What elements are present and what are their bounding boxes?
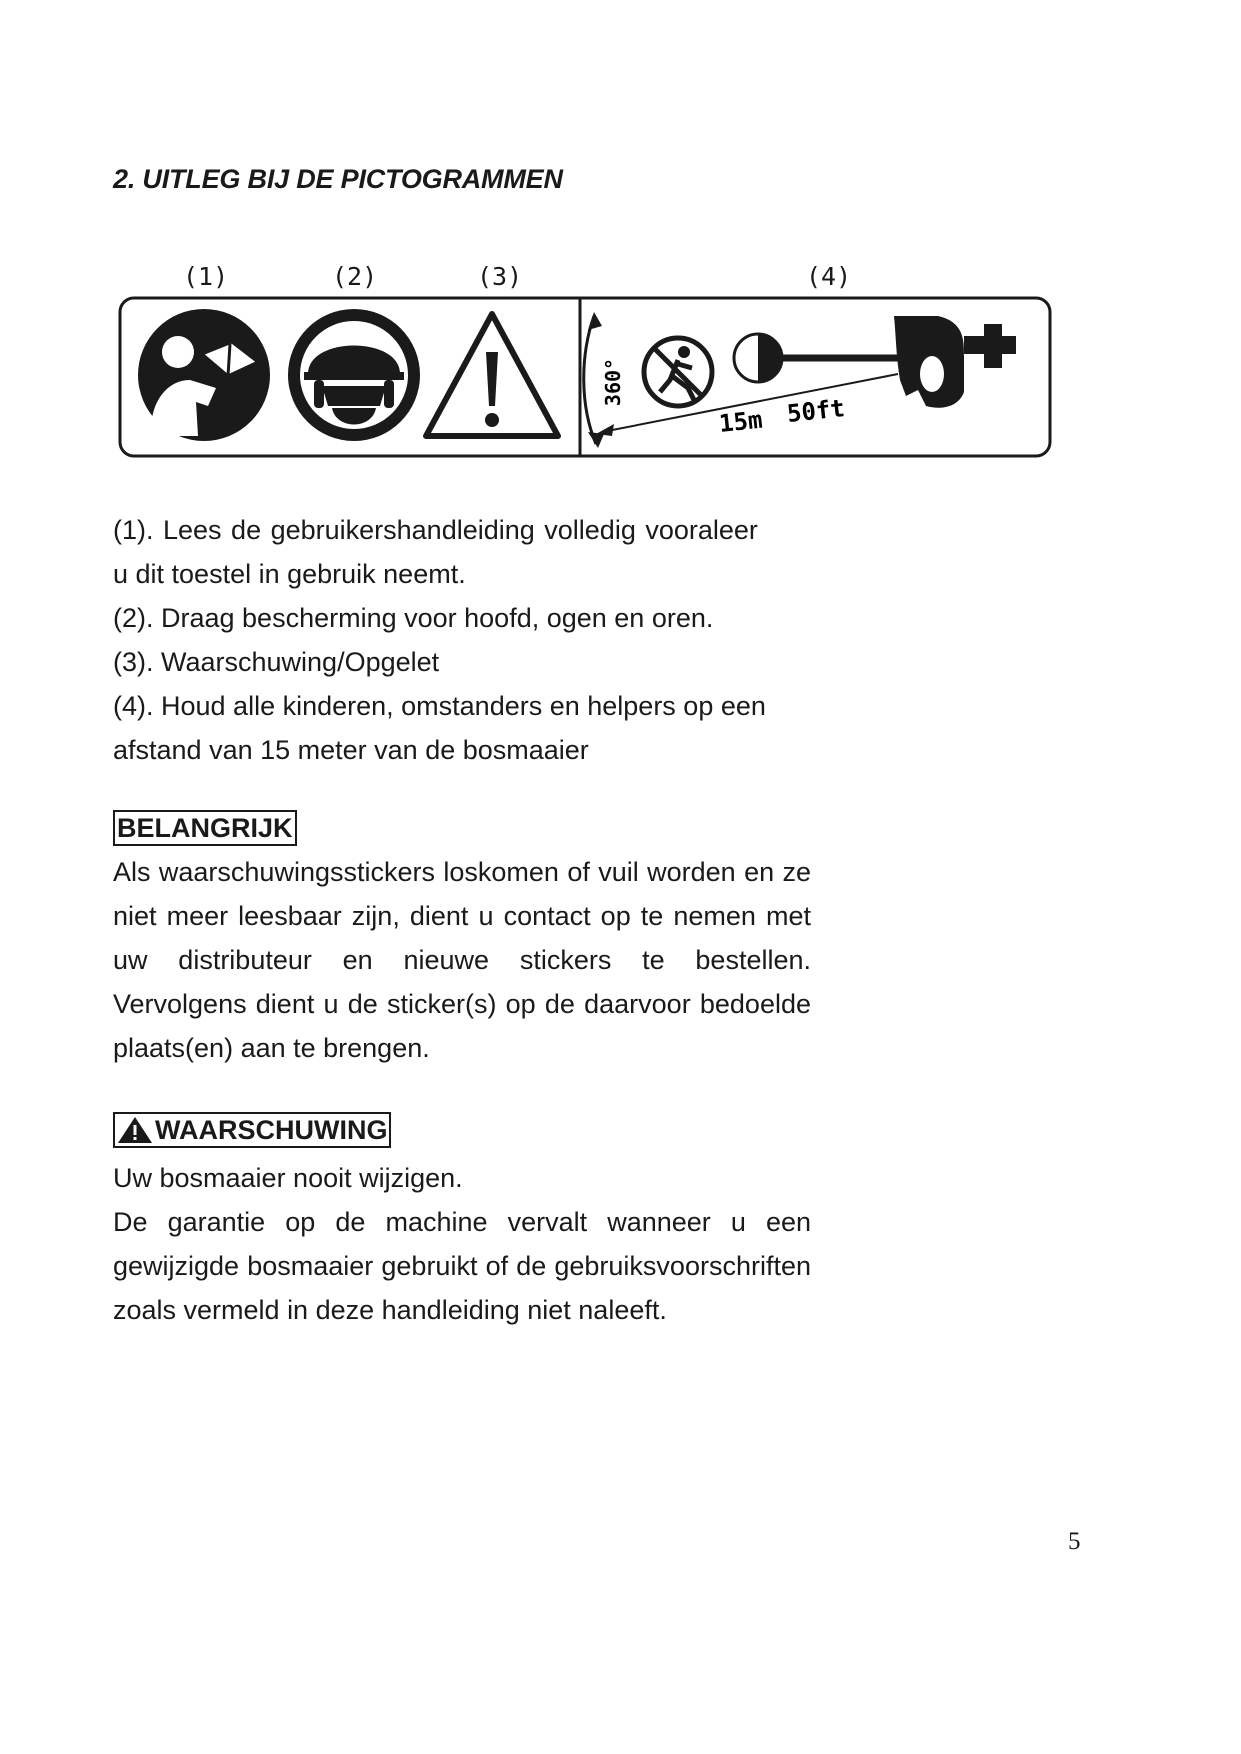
read-manual-icon <box>138 309 270 441</box>
legend-line: (2). Draag bescherming voor hoofd, ogen en oren. <box>113 603 714 633</box>
pictogram-label-2: (2) <box>332 262 378 291</box>
pictogram-label-3: (3) <box>477 262 523 291</box>
warning-triangle-icon <box>426 314 558 436</box>
warning-line: Uw bosmaaier nooit wijzigen. <box>113 1163 463 1193</box>
important-title: BELANGRIJK <box>113 810 297 846</box>
pictogram-panel <box>118 296 1052 458</box>
legend-line: (3). Waarschuwing/Opgelet <box>113 647 440 677</box>
legend-line: (4). Houd alle kinderen, omstanders en helpers op een <box>113 691 766 721</box>
safety-distance-icon <box>584 312 1016 448</box>
warning-text: De garantie op de machine vervalt wanneer u een gewijzigde bosmaaier gebruikt of de gebruiksvoorschriften zoals vermeld in deze handleiding niet naleeft. <box>113 1207 811 1325</box>
warning-icon <box>117 1116 153 1144</box>
distance-m-label: 15m <box>717 405 764 438</box>
warning-title-box <box>113 1112 391 1148</box>
legend-line: u dit toestel in gebruik neemt. <box>113 559 466 589</box>
legend-line: (1). Lees de gebruikershandleiding volledig vooraleer <box>113 515 758 545</box>
pictogram-label-4: (4) <box>806 262 852 291</box>
protective-gear-icon <box>288 309 420 441</box>
legend-line: afstand van 15 meter van de bosmaaier <box>113 735 589 765</box>
page-heading: 2. UITLEG BIJ DE PICTOGRAMMEN <box>113 164 563 194</box>
pictogram-label-1: (1) <box>183 262 229 291</box>
page-number: 5 <box>1068 1528 1081 1555</box>
angle-label: 360° <box>601 357 625 407</box>
warning-title: WAARSCHUWING <box>155 1115 388 1145</box>
pictogram-legend <box>113 508 821 772</box>
distance-ft-label: 50ft <box>785 394 847 428</box>
important-text: Als waarschuwingsstickers loskomen of vuil worden en ze niet meer leesbaar zijn, dient u contact op te nemen met uw distributeur en nieuwe stickers te bestellen. Vervolgens dient u de sticker(s) op de daarvoor bedoelde plaats(en) aan te brengen. <box>113 857 811 1063</box>
